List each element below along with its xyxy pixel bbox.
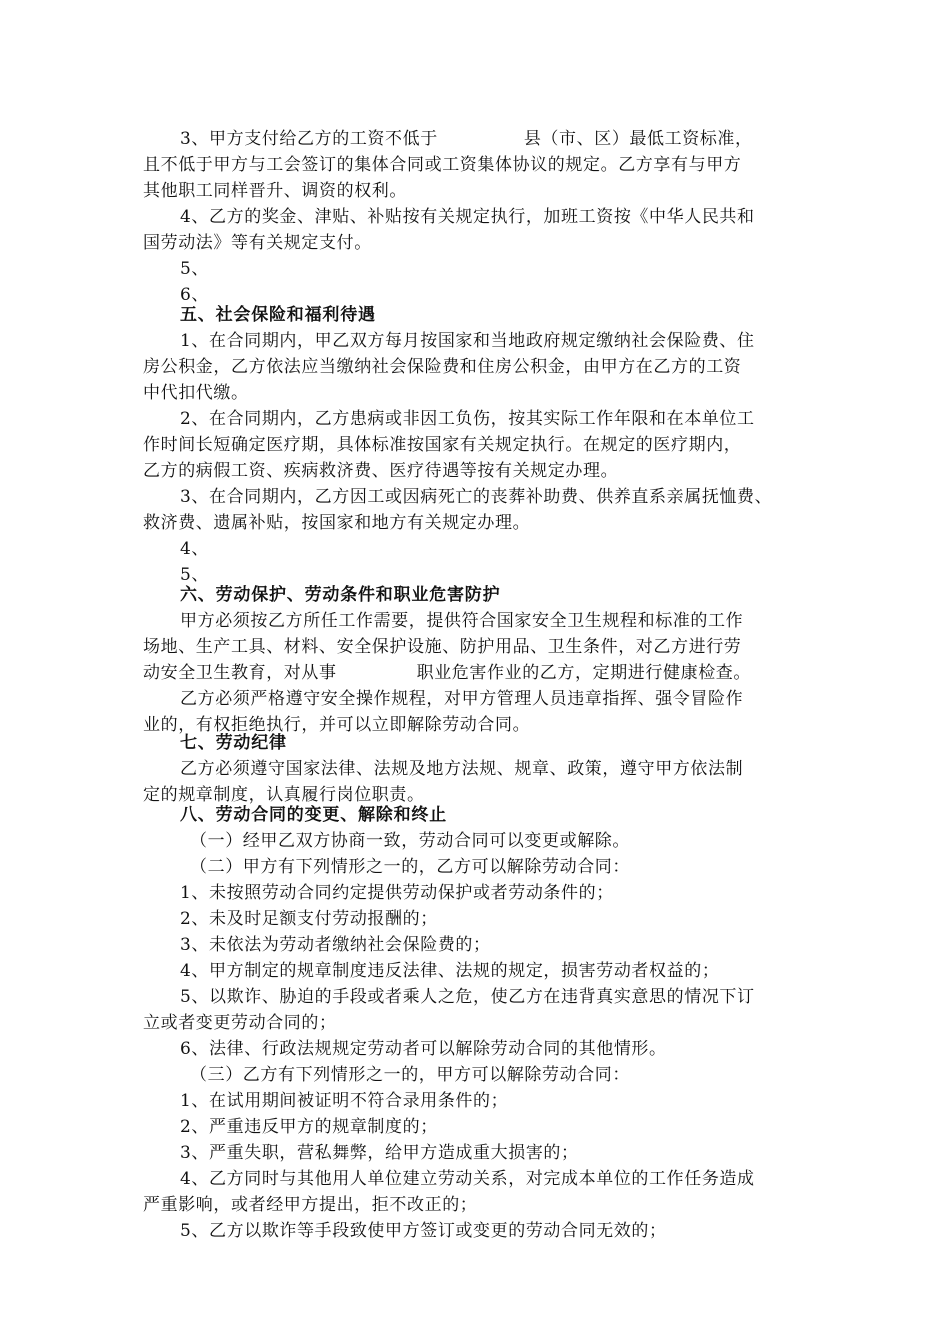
- paragraph-line: 6、: [180, 285, 210, 305]
- list-item: 4、甲方制定的规章制度违反法律、法规的规定，损害劳动者权益的；: [180, 961, 720, 981]
- paragraph-line: 4、乙方的奖金、津贴、补贴按有关规定执行，加班工资按《中华人民共和: [180, 207, 755, 227]
- list-item: 6、法律、行政法规规定劳动者可以解除劳动合同的其他情形。: [180, 1039, 667, 1059]
- paragraph-line: 乙方必须严格遵守安全操作规程，对甲方管理人员违章指挥、强令冒险作: [180, 689, 744, 709]
- paragraph-line: 5、: [180, 259, 210, 279]
- paragraph-line: 4、: [180, 539, 210, 559]
- section-heading: 八、劳动合同的变更、解除和终止: [180, 805, 447, 825]
- list-item: 1、在试用期间被证明不符合录用条件的；: [180, 1091, 509, 1111]
- paragraph-line: （三）乙方有下列情形之一的，甲方可以解除劳动合同：: [190, 1065, 630, 1085]
- list-item: 3、严重失职，营私舞弊，给甲方造成重大损害的；: [180, 1143, 579, 1163]
- list-item: 5、乙方以欺诈等手段致使甲方签订或变更的劳动合同无效的；: [180, 1221, 667, 1241]
- paragraph-line: 房公积金，乙方依法应当缴纳社会保险费和住房公积金，由甲方在乙方的工资: [143, 357, 742, 377]
- paragraph-line: 立或者变更劳动合同的；: [143, 1013, 337, 1033]
- list-item: 3、未依法为劳动者缴纳社会保险费的；: [180, 935, 491, 955]
- paragraph-line: 救济费、遗属补贴，按国家和地方有关规定办理。: [143, 513, 531, 533]
- paragraph-line: 3、甲方支付给乙方的工资不低于 县（市、区）最低工资标准，: [180, 129, 753, 149]
- paragraph-line: 乙方必须遵守国家法律、法规及地方法规、规章、政策，遵守甲方依法制: [180, 759, 744, 779]
- section-heading: 六、劳动保护、劳动条件和职业危害防护: [180, 585, 501, 605]
- list-item: 2、严重违反甲方的规章制度的；: [180, 1117, 438, 1137]
- list-item: 5、以欺诈、胁迫的手段或者乘人之危，使乙方在违背真实意思的情况下订: [180, 987, 755, 1007]
- paragraph-line: 场地、生产工具、材料、安全保护设施、防护用品、卫生条件，对乙方进行劳: [143, 637, 742, 657]
- list-item: 1、未按照劳动合同约定提供劳动保护或者劳动条件的；: [180, 883, 614, 903]
- paragraph-line: 其他职工同样晋升、调资的权利。: [143, 181, 407, 201]
- paragraph-line: （一）经甲乙双方协商一致，劳动合同可以变更或解除。: [190, 831, 630, 851]
- paragraph-line: 1、在合同期内，甲乙双方每月按国家和当地政府规定缴纳社会保险费、住: [180, 331, 755, 351]
- paragraph-line: 定的规章制度，认真履行岗位职责。: [143, 785, 425, 805]
- paragraph-line: 动安全卫生教育，对从事 职业危害作业的乙方，定期进行健康检查。: [143, 663, 752, 683]
- list-item: 4、乙方同时与其他用人单位建立劳动关系，对完成本单位的工作任务造成: [180, 1169, 755, 1189]
- paragraph-line: 作时间长短确定医疗期，具体标准按国家有关规定执行。在规定的医疗期内，: [143, 435, 742, 455]
- section-heading: 七、劳动纪律: [180, 733, 287, 753]
- paragraph-line: 且不低于甲方与工会签订的集体合同或工资集体协议的规定。乙方享有与甲方: [143, 155, 742, 175]
- paragraph-line: 严重影响，或者经甲方提出，拒不改正的；: [143, 1195, 478, 1215]
- paragraph-line: 5、: [180, 565, 210, 585]
- paragraph-line: 中代扣代缴。: [143, 383, 249, 403]
- paragraph-line: 乙方的病假工资、疾病救济费、医疗待遇等按有关规定办理。: [143, 461, 619, 481]
- list-item: 2、未及时足额支付劳动报酬的；: [180, 909, 438, 929]
- paragraph-line: 甲方必须按乙方所任工作需要，提供符合国家安全卫生规程和标准的工作: [180, 611, 744, 631]
- paragraph-line: （二）甲方有下列情形之一的，乙方可以解除劳动合同：: [190, 857, 630, 877]
- paragraph-line: 3、在合同期内，乙方因工或因病死亡的丧葬补助费、供养直系亲属抚恤费、: [180, 487, 773, 507]
- paragraph-line: 2、在合同期内，乙方患病或非因工负伤，按其实际工作年限和在本单位工: [180, 409, 755, 429]
- section-heading: 五、社会保险和福利待遇: [180, 305, 376, 325]
- paragraph-line: 国劳动法》等有关规定支付。: [143, 233, 372, 253]
- paragraph-line: 业的，有权拒绝执行，并可以立即解除劳动合同。: [143, 715, 531, 735]
